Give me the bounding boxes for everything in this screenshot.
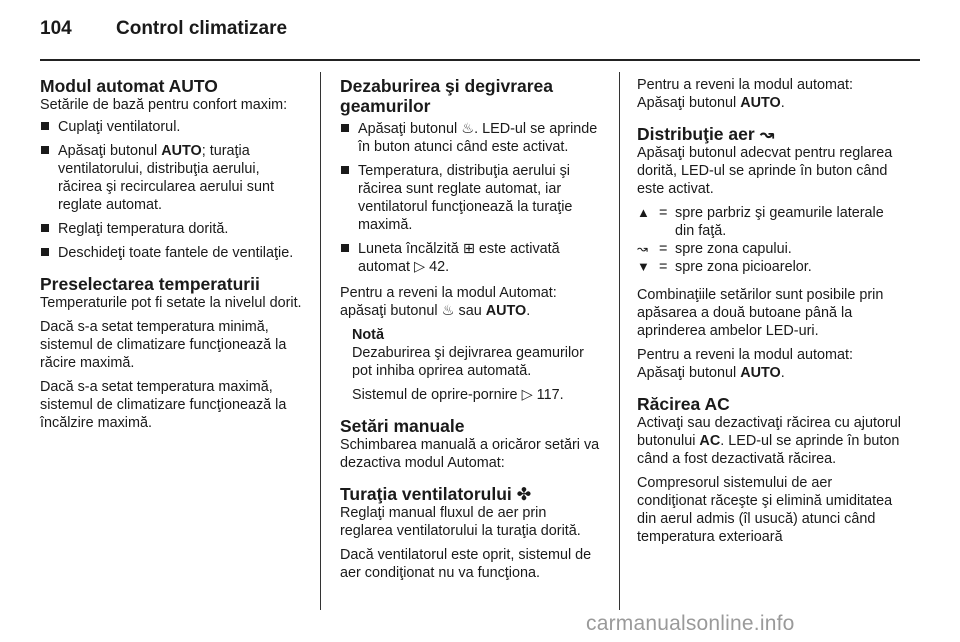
list-item: Cuplaţi ventilatorul. [40,118,302,136]
paragraph: Setările de bază pentru confort maxim: [40,97,288,113]
watermark: carmanualsonline.info [586,612,795,635]
paragraph: Pentru a reveni la modul Automat: apăsaţi butonul ♨ sau AUTO. [340,285,557,319]
header-rule [40,59,920,61]
paragraph: Reglaţi manual fluxul de aer prin reglarea ventilatorului la turaţia dorită. [340,505,581,539]
table-cell: spre zona capului. [675,241,792,257]
bullet-icon [41,122,49,130]
column-2 [340,76,602,588]
section-title-air-distribution: Distribuţie aer ↝ [637,124,775,144]
section-title-fan-speed: Turaţia ventilatorului ✤ [340,484,532,504]
windscreen-arrow-icon: ▲ [637,205,650,220]
bullet-icon [341,124,349,132]
page-header [40,18,287,48]
paragraph: Pentru a reveni la modul automat: [637,77,853,93]
bullet-list [340,120,602,276]
defrost-icon: ♨ [461,121,475,137]
column-3 [637,76,901,552]
rear-window-heater-icon: ⊞ [462,241,475,257]
list-item: Apăsaţi butonul AUTO; turaţia ventilatorului, distribuţia aerului, răcirea şi recircularea aerului sunt reglate automat. [40,142,302,214]
page-number: 104 [40,18,72,39]
column-divider [320,72,321,610]
paragraph: Pentru a reveni la modul automat: [637,347,853,363]
note-title: Notă [352,327,384,343]
bullet-icon [41,146,49,154]
fan-icon: ✤ [516,484,532,504]
list-item: Reglaţi temperatura dorită. [40,220,302,238]
page-reference: 42. [429,259,450,275]
defrost-icon: ♨ [441,303,455,319]
page-reference-icon: ▷ [414,259,426,275]
bullet-icon [341,166,349,174]
section-title-manual-settings: Setări manuale [340,416,465,436]
list-item: Apăsaţi butonul ♨. LED-ul se aprinde în buton atunci când este activat. [340,120,602,156]
head-zone-icon: ↝ [637,241,648,256]
paragraph: Dacă s-a setat temperatura maximă, sistemul de climatizare funcţionează la încălzire maximă. [40,379,287,431]
column-1 [40,76,302,438]
section-title-defrost: Dezaburirea şi degivrarea geamurilor [340,76,554,116]
table-cell: spre parbriz şi geamurile laterale din faţă. [675,205,884,239]
page-reference: 117. [536,387,564,403]
bullet-icon [41,248,49,256]
page-title: Control climatizare [116,18,288,39]
bullet-list [40,118,302,262]
list-item: Temperatura, distribuţia aerului şi răcirea sunt reglate automat, iar ventilatorul funcţionează la turaţie maximă. [340,162,602,234]
distribution-table: ▲ = spre parbriz şi geamurile laterale din faţă. ↝ = spre zona capului. ▼ = spre zona picioarelor. [637,204,901,276]
column-divider [619,72,620,610]
paragraph: Temperaturile pot fi setate la nivelul dorit. [40,295,302,311]
paragraph: Schimbarea manuală a oricăror setări va dezactiva modul Automat: [340,437,600,471]
paragraph: Dacă s-a setat temperatura minimă, sistemul de climatizare funcţionează la răcire maximă. [40,319,287,371]
section-title-temperature: Preselectarea temperaturii [40,274,260,294]
paragraph: Compresorul sistemului de aer condiţionat răceşte şi elimină umiditatea din aerul admis (îl usucă) atunci când temperatura exterioară [637,475,893,545]
footwell-arrow-icon: ▼ [637,259,650,274]
bullet-icon [341,244,349,252]
note-text: Sistemul de oprire-pornire ▷ 117. [352,387,564,403]
table-cell: spre zona picioarelor. [675,259,812,275]
air-distribution-icon: ↝ [759,124,775,144]
paragraph: Combinaţiile setărilor sunt posibile prin apăsarea a două butoane până la aprinderea ambelor LED-uri. [637,287,884,339]
paragraph: Apăsaţi butonul adecvat pentru reglarea dorită, LED-ul se aprinde în buton când este activat. [637,145,893,197]
page-reference-icon: ▷ [521,387,533,403]
section-title-ac-cooling: Răcirea AC [637,394,730,414]
section-title-auto-mode: Modul automat AUTO [40,76,218,96]
paragraph: Activaţi sau dezactivaţi răcirea cu ajutorul butonului AC. LED-ul se aprinde în buton când a fost dezactivată răcirea. [637,415,901,467]
note-text: Dezaburirea şi dejivrarea geamurilor pot inhiba oprirea automată. [352,345,584,379]
paragraph: Dacă ventilatorul este oprit, sistemul de aer condiţionat nu va funcţiona. [340,547,592,581]
list-item: Luneta încălzită ⊞ este activată automat ▷ 42. [340,240,602,276]
note-box [352,326,602,404]
list-item: Deschideţi toate fantele de ventilaţie. [40,244,302,262]
paragraph: Apăsaţi butonul AUTO. [637,95,785,111]
bullet-icon [41,224,49,232]
paragraph: Apăsaţi butonul AUTO. [637,365,785,381]
